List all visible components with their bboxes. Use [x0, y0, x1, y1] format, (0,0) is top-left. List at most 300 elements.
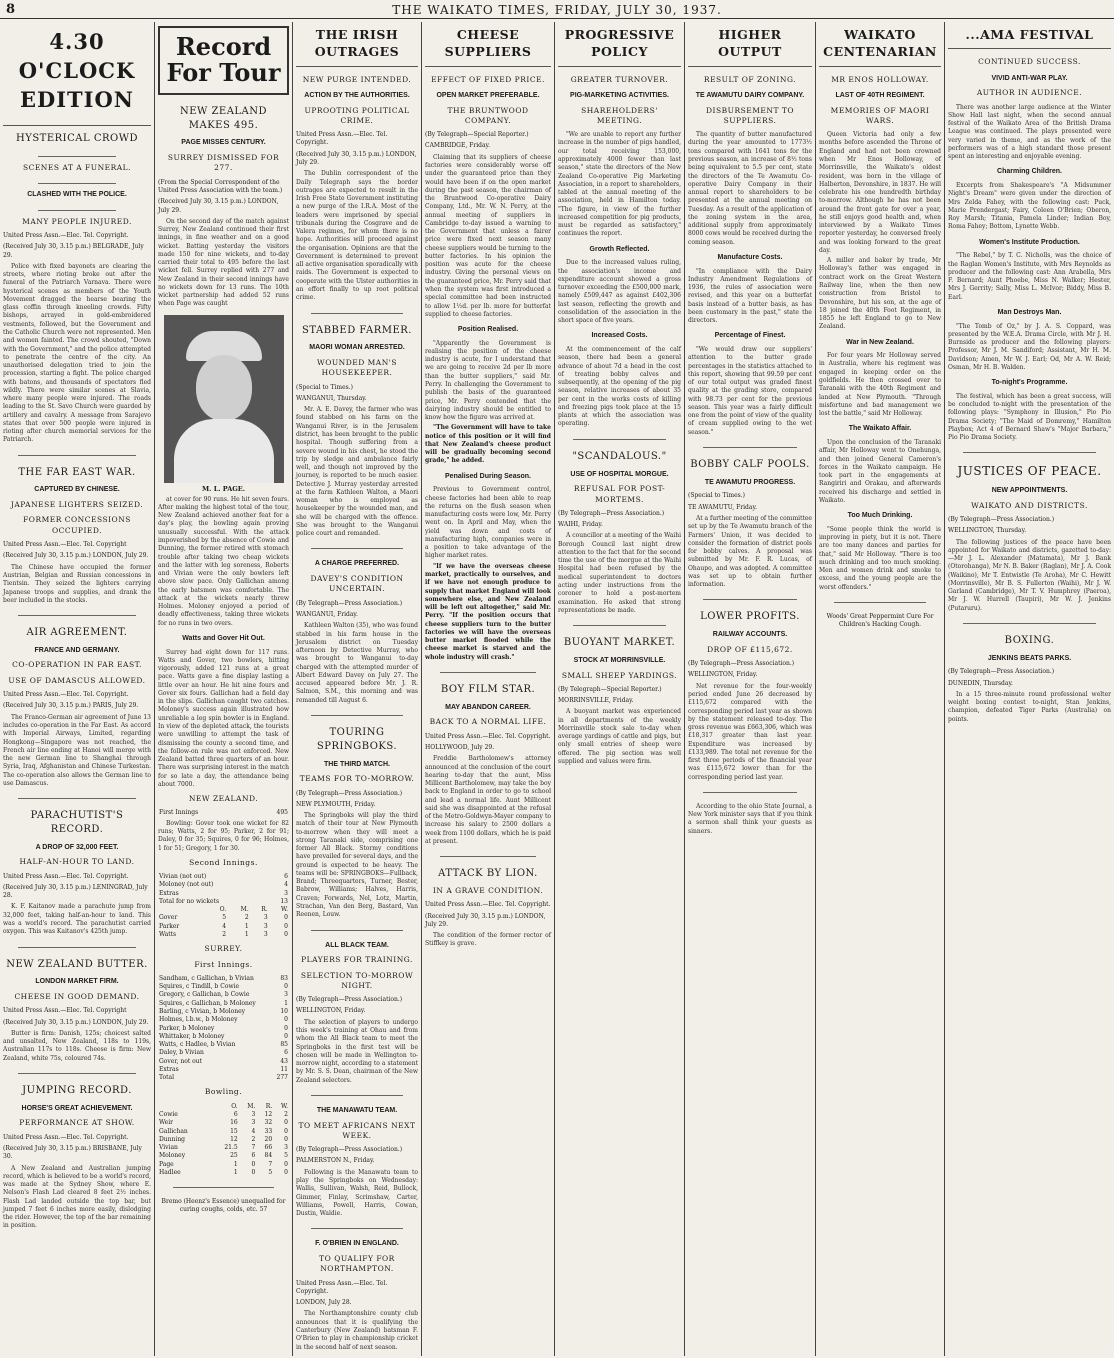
innings-label: First Innings [159, 809, 199, 817]
batsman-entry: Total for no wickets [159, 897, 220, 905]
dateline: DUNEDIN, Thursday. [948, 679, 1013, 687]
subhead: MR ENOS HOLLOWAY. [831, 74, 929, 84]
bowling-row [158, 1136, 289, 1144]
runs-value: 3 [284, 889, 288, 897]
dateline: WELLINGTON, Thursday. [948, 527, 1027, 535]
column-3 [293, 22, 421, 1354]
batsman-entry: Gover, not out [159, 1057, 203, 1065]
subhead: EFFECT OF FIXED PRICE. [431, 74, 545, 84]
article-body: A miller and baker by trade, Mr Holloway's father was engaged in contract work on the Great Western Railway line, when the then new construction from Bristol to Devonshire, but his son, at the age of 18 joined the 40th Foot Regiment, in 1855 he left England to go to New Zealand. [819, 257, 941, 331]
bowling-row [158, 923, 289, 931]
column-1 [0, 22, 154, 1354]
byline: (By Telegraph—Press Association.) [558, 509, 665, 517]
subhead: NEW PURGE INTENDED. [302, 74, 412, 84]
runs-value: 7 [268, 1160, 273, 1168]
byline: United Press Assn.—Elec. Tel. Copyright [3, 1007, 127, 1015]
article-body: The Springboks will play the third match of their tour at New Plymouth to-morrow when they will meet a strong Taranaki side, comprising one former All Black. Stormy conditions have prevailed for several days, and the ground is expected to be heavy. The teams will be: SPRINGBOKS—Fullback, Brand; Threequarters, Turner, Bester, Babrow, Williams; Halves, Harris, Craven; Forwards, Nel, Lotz, Martin, Strachan, Van den Berg, Bastard, Van Reenen, Louw. [296, 812, 418, 919]
headline: ALL BLACK TEAM. [325, 941, 389, 949]
stat-column-head: R. [261, 906, 268, 914]
intro: (From the Special Correspondent of the United Press Association with the team.) [158, 178, 283, 194]
byline: (By Telegraph—Special Reporter.) [558, 685, 662, 693]
scorecard-table [158, 873, 289, 906]
article-body: "We would draw our suppliers' attention to the butter grade percentages in the statistics attached to this report, showing that 99.59 per cent of our total output was graded finest quality at the grading store, compared with 98.73 per cent for the previous season. This year was a fairly difficult one from the point of view of the quality of cream supplied owing to the wet season." [688, 346, 812, 436]
maidens-value: 2 [251, 1135, 256, 1143]
subhead: CLASHED WITH THE POLICE. [27, 191, 127, 199]
runs-value: 11 [280, 1065, 288, 1073]
headline: PROGRESSIVE POLICY [558, 26, 681, 67]
divider [703, 599, 797, 600]
article-body: The Chinese have occupied the former Austrian, Belgian and Russian concessions in Tientsin. They seized the lighters carrying Japanese troops and supplies, and drank the beer included in the stocks. [3, 563, 151, 604]
article-body: Previous to Government control, cheese factories had been able to reap the returns on the flush season when manufacturing costs were low, Mr. Perry went on. In April and May, when the yield was down and costs of manufacturing high, companies were in a position to take advantage of the higher market rates. [425, 486, 551, 560]
subhead: TO MEET AFRICANS NEXT WEEK. [298, 1120, 416, 1140]
byline: United Press Assn.—Elec. Tel. Copyright. [3, 1133, 129, 1141]
bowling-head: Bowling. [204, 1087, 243, 1097]
divider [440, 672, 536, 673]
runs-value: 5 [268, 1168, 273, 1176]
runs-value: 6 [284, 1049, 288, 1057]
subhead: REFUSAL FOR POST-MORTEMS. [573, 484, 666, 504]
subhead: To-night's Programme. [991, 379, 1068, 387]
runs-value: 277 [276, 1074, 288, 1082]
bowling-row [158, 1119, 289, 1127]
dateline: (Received July 30, 3.15 p.m.) LONDON, July 29. [3, 552, 149, 560]
bowler-column-head [158, 1103, 212, 1111]
batsman-entry: Sandham, c Gallichan, b Vivian [159, 974, 254, 982]
bowling-row [158, 1111, 289, 1119]
batsman-entry: Total [159, 1074, 175, 1082]
subhead: MANY PEOPLE INJURED. [22, 216, 132, 226]
runs-value: 13 [280, 897, 288, 905]
subhead: JENKINS BEATS PARKS. [987, 654, 1072, 662]
subhead: PLAYERS FOR TRAINING. [301, 955, 413, 965]
advertisement: Woods' Great Peppermint Cure For Children's Hacking Cough. [826, 612, 934, 629]
subhead: IN A GRAVE CONDITION. [432, 885, 544, 895]
maidens-value: 3 [251, 1119, 256, 1127]
bowler-column-head [158, 906, 208, 914]
subhead: TE AWAMUTU PROGRESS. [704, 478, 796, 486]
subhead: SURREY DISMISSED FOR 277. [167, 153, 280, 173]
subhead: WAIKATO AND DISTRICTS. [971, 500, 1088, 510]
byline: (Special to Times.) [296, 383, 353, 391]
dateline: WELLINGTON, Friday. [688, 671, 758, 679]
subhead: SMALL SHEEP YARDINGS. [561, 670, 678, 680]
wickets-value: 0 [284, 914, 288, 922]
overs-value: 16 [230, 1119, 238, 1127]
divider [173, 1187, 274, 1188]
dateline: WAIHI, Friday. [558, 521, 603, 529]
byline: United Press Assn.—Elec. Tel. Copyright. [3, 232, 129, 240]
headline: STABBED FARMER. [302, 324, 412, 336]
pull-quote: "The Government will have to take notice of this position or it will find that New Zealand's cheese product will be gradually becoming second grade," he added. [425, 424, 551, 465]
headline: LOWER PROFITS. [700, 611, 800, 623]
byline: (Special to Times.) [688, 492, 745, 500]
subhead: OPEN MARKET PREFERABLE. [436, 91, 540, 99]
subhead: PAGE MISSES CENTURY. [181, 139, 266, 147]
subhead: Position Realised. [457, 326, 519, 334]
byline: (By Telegraph—Press Association.) [948, 668, 1055, 676]
article-body: At a further meeting of the committee set up by the Te Awamutu branch of the Farmers' Union, it was decided to consider the formation of district pools for bobby calves. A proposal was submitted by Mr. F. R. Lucas, of Ohaupo, and was adopted. A committee was set up to obtain further information. [688, 514, 812, 589]
edition-banner: 4.30 O'CLOCK EDITION [18, 29, 136, 112]
score-row [158, 1066, 289, 1074]
bowler-name: Dunning [159, 1135, 186, 1143]
subhead: TO QUALIFY FOR NORTHAMPTON. [319, 1254, 395, 1274]
overs-value: 4 [222, 922, 227, 930]
article-body: The selection of players to undergo this week's training at Ohau and from whom the All Black team to meet the Springboks in the first test will be chosen will be made in Wellington to-morrow night, according to a statement by Mr. S. S. Dean, chairman of the New Zealand selectors. [296, 1018, 418, 1084]
subhead: Percentage of Finest. [714, 332, 786, 340]
divider [18, 1073, 136, 1074]
portrait-photo [164, 315, 284, 483]
article-body: In a 15 three-minute round professional welter weight boxing contest to-night, Stan Jenkins, champion, defeated Tiger Parks (Australia) on points. [948, 690, 1111, 723]
article-body: The Northamptonshire county club announces that it is qualifying the Canterbury (New Zealand) batsman F. O'Brien to play in championship cricket in the second half of next season. [296, 1310, 418, 1351]
batsman-entry: Extras [159, 889, 179, 897]
subhead: SHAREHOLDERS' MEETING. [581, 105, 658, 125]
runs-value: 32 [264, 1119, 273, 1127]
bowler-name: Parker [159, 922, 180, 930]
column-7 [816, 22, 944, 1354]
page-number: 8 [6, 2, 17, 17]
byline: United Press Assn.—Elec. Tel. Copyright. [425, 901, 551, 909]
headline: THE MANAWATU TEAM. [316, 1106, 398, 1114]
divider [963, 623, 1096, 624]
maidens-value: 7 [251, 1144, 256, 1152]
subhead: Increased Costs. [591, 332, 648, 340]
batsman-entry: Barling, c Vivian, b Moloney [159, 1007, 246, 1015]
score-row [158, 983, 289, 991]
overs-value: 21.5 [224, 1144, 238, 1152]
article-body: The festival, which has been a great success, will be concluded to-night with the presentation of the following plays: "Symphony in Illusion," Pio Pio Drama Society; "The Maid of Domremy," Hamilton Playbox; Act 4 of Bernard Shaw's "Major Barbara," Pio Pio Drama Society. [948, 392, 1111, 442]
subhead: DAVEY'S CONDITION UNCERTAIN. [310, 574, 404, 594]
subhead: Women's Institute Production. [979, 238, 1080, 246]
bowling-row [158, 1169, 289, 1177]
article-body: "In compliance with the Dairy Industry Amendment Regulations of 1936, the rules of association were revised, and this year on a butterfat basis instead of a butter basis, as has been customary in the past," state the directors. [688, 267, 812, 325]
advertisement: Bremo (Heenz's Essence) unequalled for curing coughs, colds, etc. 57 [161, 1198, 286, 1214]
overs-value: 2 [222, 930, 227, 938]
subhead: HALF-AN-HOUR TO LAND. [19, 857, 135, 867]
runs-value: 0 [284, 1032, 288, 1040]
subhead: AUTHOR IN AUDIENCE. [976, 88, 1083, 98]
article-body: "We are unable to report any further increase in the number of pigs handled, our total receiving 153,000, approximately 4000 fewer than last season," state the directors of the New Zealand Co-operative Pig Marketing Association, in a report to shareholders, tabled at the annual meeting of the association, held in Hamilton today. "The figure, in view of the further increased competition for pig products, must be regarded as satisfactory," continues the report. [558, 131, 681, 238]
scorecard-table [158, 975, 289, 1082]
byline: United Press Assn.—Elec. Tel. Copyright. [296, 131, 388, 147]
divider [311, 548, 403, 549]
article-body: Following is the Manawatu team to play the Springboks on Wednesday: Wallis, Sullivan, Walsh, Reid, Bullock, Gimmer, Finlay, Scrimshaw, Carter, Williams, Powell, Harris, Cowan, Dustin, Waldie. [296, 1168, 418, 1218]
article-body: The Franco-German air agreement of June 13 includes co-operation in the Far East. As accord with Imperial Airways, Limited, regarding Hongkong—Singapore was not reached, the French air line ending at Hanoi will merge with the new German line to Shanghai through Syria, Iraq, Afghanistan and Chinese Turkestan. The co-operation also allows the German line to use Damascus. [3, 713, 151, 787]
subhead: STOCK AT MORRINSVILLE. [573, 656, 666, 664]
byline: (By Telegraph—Press Association.) [296, 789, 403, 797]
score-row [158, 1058, 289, 1066]
article-body: At the commencement of the calf season, there had been a general advance of about 7d a head in the cost of treating bobby calves and subsequently, at the opening of the pig season, relative increases of about 35 per cent in the works costs of killing and freezing pigs took place at the 15 plants at which the association was operating. [558, 346, 681, 428]
dateline: (Received July 30, 3.15 p.m.) LONDON, July 29. [425, 912, 546, 928]
byline: United Press Assn.—Elec. Tel. Copyright. [425, 732, 551, 740]
subhead: ACTION BY THE AUTHORITIES. [304, 91, 410, 99]
photo-caption: M. L. PAGE. [201, 484, 246, 493]
bowler-name: Page [159, 1160, 174, 1168]
article-body: A New Zealand and Australian jumping record, which is believed to be a world's record, was made at the Sydney Show, where E. Nelson's Flash Lad cleared 8 feet 2½ inches. Flash Lad landed outside the top bar, but jumped 7 feet 6 inches more easily, dislodging the rider. However, the top of the bar remaining in position. [3, 1164, 151, 1230]
dateline: MORRINSVILLE, Friday. [558, 697, 634, 705]
stat-column-head: R. [265, 1102, 273, 1110]
divider [38, 183, 116, 184]
divider [38, 156, 116, 157]
divider [18, 947, 136, 948]
runs-value: 84 [264, 1152, 273, 1160]
score-row [158, 1049, 289, 1057]
divider [18, 455, 136, 456]
subhead: THE BRUNTWOOD COMPANY. [447, 105, 529, 125]
divider [311, 930, 403, 931]
subhead: HORSE'S GREAT ACHIEVEMENT. [21, 1104, 133, 1112]
score-row [158, 1033, 289, 1041]
stat-column-head: W. [280, 906, 288, 914]
runs-value: 20 [264, 1135, 273, 1143]
dateline: (Received July 30, 3.15 p.m.) LONDON, July 29. [3, 1018, 149, 1026]
subhead: LONDON MARKET FIRM. [35, 978, 119, 986]
subhead: TEAMS FOR TO-MORROW. [299, 774, 415, 784]
maidens-value: 6 [251, 1152, 256, 1160]
maidens-value: 1 [244, 930, 249, 938]
bowling-table [158, 906, 289, 939]
bowler-name: Vivian [159, 1144, 178, 1152]
article-body: Net revenue for the four-weekly period ended June 26 decreased by £115,672 compared with the corresponding period last year as shown by the statement released to-day. The gross revenue was £663,306, which was £18,317 greater than last year. Expenditure was increased by £133,989. The total net revenue for the first three periods of the financial year was £115,672 lower than for the corresponding period last year. [688, 682, 812, 781]
article-body: For four years Mr Holloway served in Australia, where his regiment was engaged in keeping order on the goldfields. He then crossed over to Taranaki with the 40th Regiment and landed at New Plymouth. "Through misfortune and bad management we lost the battle," said Mr Holloway. [819, 352, 941, 418]
headline: JUSTICES OF PEACE. [957, 464, 1102, 479]
subhead: JAPANESE LIGHTERS SEIZED. [10, 500, 144, 510]
dateline: (Received July 30, 3.15 p.m.) BRISBANE, July 30. [3, 1145, 142, 1161]
subhead: NEW APPOINTMENTS. [991, 487, 1068, 494]
subhead: PIG-MARKETING ACTIVITIES. [570, 91, 669, 99]
wickets-value: 2 [284, 1110, 288, 1118]
byline: (By Telegraph—Press Association.) [688, 660, 795, 668]
byline: United Press Assn.—Elec. Tel. Copyright. [296, 1279, 388, 1295]
wickets-value: 3 [284, 1144, 288, 1152]
stat-column-head: O. [231, 1102, 238, 1110]
wickets-value: 0 [284, 1119, 288, 1127]
wickets-value: 0 [284, 922, 288, 930]
bowling-header-row [158, 1103, 289, 1111]
divider [18, 798, 136, 799]
dateline: NEW PLYMOUTH, Friday. [296, 800, 376, 808]
top-rule [0, 18, 1114, 19]
score-row [158, 898, 289, 906]
score-row [158, 873, 289, 881]
runs-value: 83 [280, 974, 288, 982]
bowling-row [158, 1161, 289, 1169]
article-body: "Some people think the world is improving in piety, but it is not. There are too many dances and parties for that," said Mr Holloway. "There is too much drinking and too much smoking. Men and women drink and smoke to excess, and the young people are the worst offenders." [819, 525, 941, 591]
score-row [158, 890, 289, 898]
article-body: Butter is firm: Danish, 125s; choicest salted and unsalted, New Zealand, 118s to 119s, Australian 117s to 118s. Cheese is firm: New Zealand, white 75s, coloured 74s. [3, 1029, 151, 1062]
face-shape [196, 355, 252, 421]
subhead: Manufacture Costs. [717, 253, 783, 261]
byline: United Press Assn.—Elec. Tel. Copyright. [3, 691, 129, 699]
scorecard-total [158, 809, 289, 817]
article-body: On the second day of the match against Surrey, New Zealand continued their first innings, in fine weather and on a good wicket. Batting yesterday the visitors made 150 for nine wickets, and to-day carried their total to 495 before the last wicket fell. Surrey replied with 277 and New Zealand in their second innings have no wickets down for 13 runs. The 10th wicket partnership had added 52 runs when Page was caught [158, 217, 289, 308]
subhead: Man Destroys Man. [997, 308, 1062, 316]
article-body: A councillor at a meeting of the Waihi Borough Council last night drew attention to the fact that for the second time the use of the morgue at the Waihi Hospital had been refused by the medical superintendent to doctors acting under instructions from the coroner to hold a post-mortem examination. He asked that strong representations be made. [558, 532, 681, 614]
column-8 [945, 22, 1114, 1354]
overs-value: 25 [230, 1152, 238, 1160]
headline: BUOYANT MARKET. [563, 637, 676, 649]
subhead: CAPTURED BY CHINESE. [34, 486, 120, 494]
headline: WAIKATO CENTENARIAN [819, 26, 941, 67]
scorecard-head: SURREY. [204, 944, 243, 954]
bowling-row [158, 1144, 289, 1152]
batsman-entry: Watts, c Hadlee, b Vivian [159, 1041, 236, 1049]
subhead: DROP OF £115,672. [707, 644, 793, 654]
subhead: The Waikato Affair. [848, 425, 912, 433]
bowling-row [158, 1152, 289, 1160]
subhead: RAILWAY ACCOUNTS. [712, 631, 788, 639]
innings-label: Second Innings. [189, 857, 258, 867]
byline: (By Telegraph—Special Reporter.) [425, 131, 529, 139]
byline: (By Telegraph—Press Association.) [948, 516, 1055, 523]
subhead: Penalised During Season. [445, 472, 531, 480]
runs-value: 3 [263, 930, 268, 938]
score-row [158, 881, 289, 889]
newspaper-heading: THE WAIKATO TIMES, FRIDAY, JULY 30, 1937. [392, 3, 722, 17]
headline: CHEESE SUPPLIERS [425, 26, 551, 67]
runs-value: 1 [284, 999, 288, 1007]
batsman-entry: Daley, b Vivian [159, 1049, 204, 1057]
subhead: Too Much Drinking. [847, 512, 913, 520]
maidens-value: 0 [251, 1168, 256, 1176]
article-body: Mr. A. E. Davey, the farmer who was found stabbed on his farm on the Wanganui River, is in the Jerusalem district, has been brought to the public hospital. Though suffering from a severe wound in his chest, he stood the trip by sledge and ambulance fairly well, and though not improved by the journey, is reported to be much easier. Detective J. Murray yesterday arrested at the farm Kathleen Walton, a Maori woman who is employed as housekeeper by the wounded man, and she will be charged with the offence. She was brought to the Wanganui police court and remanded. [296, 406, 418, 538]
headline: "SCANDALOUS." [572, 450, 667, 462]
bowler-name: Watts [159, 930, 177, 938]
bowling-summary: Bowling: Gover took one wicket for 82 runs; Watts, 2 for 95; Parker, 2 for 91; Daley, 0 for 35; Squires, 0 for 96; Holmes, 1 for 51; Gregory, 1 for 30. [158, 819, 289, 852]
runs-value: 43 [280, 1057, 288, 1065]
bowling-row [158, 931, 289, 939]
subhead: Growth Reflected. [589, 245, 650, 253]
batsman-entry: Vivian (not out) [159, 873, 207, 881]
bowler-name: Cowie [159, 1110, 178, 1118]
article-body: The quantity of butter manufactured during the year amounted to 1773½ tons compared with 1641 tons for the previous season, an increase of 8½ tons being equivalent to 5.5 per cent, state the directors of the Te Awamutu Co-operative Dairy Company in their annual report to shareholders to be presented at the annual meeting on Tuesday. As a result of the application of the zoning system in the area, additional supply from approximately 8000 cows would be received during the coming season. [688, 131, 812, 246]
headline: F. O'BRIEN IN ENGLAND. [315, 1240, 399, 1248]
dateline: WELLINGTON, Friday. [296, 1007, 366, 1015]
bowler-name: Hadlee [159, 1168, 181, 1176]
divider [573, 625, 666, 626]
headline: TOURING SPRINGBOKS. [316, 726, 398, 752]
byline: (By Telegraph—Press Association.) [296, 996, 403, 1004]
divider [703, 447, 797, 448]
headline: BOXING. [1004, 634, 1055, 646]
bowling-header-row [158, 906, 289, 914]
headline: A CHARGE PREFERRED. [314, 560, 400, 568]
headline: THE FAR EAST WAR. [18, 466, 136, 478]
divider [311, 1095, 403, 1096]
divider [18, 615, 136, 616]
subhead: UPROOTING POLITICAL CRIME. [304, 105, 410, 125]
batsman-entry: Parker, b Moloney [159, 1024, 215, 1032]
headline: HIGHER OUTPUT [688, 26, 812, 67]
subhead: A DROP OF 32,000 FEET. [35, 843, 119, 851]
subhead: THE THIRD MATCH. [324, 760, 390, 768]
headline: NEW ZEALAND BUTTER. [6, 958, 148, 970]
subhead: SCENES AT A FUNERAL. [22, 162, 132, 172]
byline: (By Telegraph—Press Association.) [296, 599, 403, 607]
article-body: The Dublin correspondent of the Daily Telegraph says the border outrages are expected to result in the Irish Free State Government instituting a new purge of the I.R.A. Most of the leaders were imprisoned by special tribunals during the Cosgrave and de Valera regimes, for whom there is no hope. Authorities will proceed against the organisation. Opinions are that the Government is determined to prevent all active organisation sporadically with raids. The Government is expected to cooperate with the Ulster authorities in an effort finally to up root political crime. [296, 170, 418, 302]
overs-value: 15 [230, 1127, 238, 1135]
byline: United Press Assn.—Elec. Tel. Copyright. [3, 872, 129, 880]
divider [311, 1228, 403, 1229]
batsman-entry: Holmes, l.b.w., b Moloney [159, 1016, 238, 1024]
bowling-row [158, 914, 289, 922]
bowler-name: Gallichan [159, 1127, 188, 1135]
article-body: at cover for 90 runs. He hit seven fours. After making the highest total of the tour, New Zealand achieved another feat for a day's play, the bowling again proving unusually successful. With the attack impoverished by the absence of Cowie and Dunning, the former retired with stomach trouble after taking two cheap wickets and the latter with leg soreness, Roberts and Vivian were the only bowlers left above slow pace. Only Gallichan among the early batsmen was comfortable. The attack at the wickets nearly threw Holmes. Moloney enjoyed a period of deadly effectiveness, taking three wickets for no runs in two overs. [158, 495, 289, 627]
wickets-value: 0 [284, 1135, 288, 1143]
headline: AIR AGREEMENT. [26, 627, 128, 639]
subhead: Charming Children. [997, 168, 1062, 176]
subhead: NEW ZEALAND MAKES 495. [179, 105, 268, 131]
article-body: Kathleen Walton (35), who was found stabbed in his farm house in the Jerusalem district on Tuesday afternoon by Detective Murray, who was brought to Wanganui to-day charged with the attempted murder of Albert Edward Davey on July 27. The accused appeared before Mr. J. R. Salmon, S.M., this morning and was remanded till August 6. [296, 622, 418, 704]
column-2 [155, 22, 292, 1354]
headline: BOY FILM STAR. [440, 683, 536, 695]
dateline: WANGANUI, Friday. [296, 611, 358, 619]
maidens-value: 0 [251, 1160, 256, 1168]
subhead: RESULT OF ZONING. [703, 74, 797, 84]
article-body: "The Tomb of Oz," by J. A. S. Coppard, was presented by the W.E.A. Drama Circle, with Mr J. H. Burnside as producer and the following players: Professor, Mr J. M. Sandiford; Assistant, Mr H. M. Davidson; Amen, Mr W. J. Earl; Od, Mr A. W. Reid; Osman, Mr H. B. Walden. [948, 322, 1111, 371]
runs-value: 3 [263, 922, 268, 930]
bowling-table [158, 1103, 289, 1177]
headline: HYSTERICAL CROWD [3, 125, 151, 146]
subhead: USE OF DAMASCUS ALLOWED. [8, 675, 146, 685]
divider [703, 792, 797, 793]
dateline: WANGANUI, Thursday. [296, 394, 367, 402]
article-body: Excerpts from Shakespeare's "A Midsummer Night's Dream" were given under the direction of Mrs Zelda Fahey, with the following cast: Puck, Marie Prendergast; Fairy, Coleen O'Brien; Oberon, Roy Marsh; Titania, Pamela Linder; Indian Boy, Roma Fahey; Bottom, Lynette Webb. [948, 182, 1111, 231]
headline: JUMPING RECORD. [22, 1084, 132, 1096]
article-body: There was another large audience at the Winter Show Hall last night, when the second annual festival of the Waikato Area of the British Drama League was continued. The plays presented were very varied in theme, and as the work of the performers was of a high standard those present spent an interesting and enjoyable evening. [948, 103, 1111, 161]
headline: ...AMA FESTIVAL [948, 26, 1111, 49]
score-row [158, 1041, 289, 1049]
overs-value: 1 [233, 1168, 238, 1176]
dateline: TE AWAMUTU, Friday. [688, 503, 757, 511]
maidens-value: 3 [251, 1110, 256, 1118]
score-row [158, 975, 289, 983]
article-body: "Apparently the Government is realising the position of the cheese industry is acute, for I understand that we are going to receive 2d per lb more than the butter suppliers," said Mr. Perry. In challenging the Government to publish the basis of the guaranteed price, Mr. Perry contended that the dairying industry should be entitled to know how the figure was arrived at. [425, 339, 551, 422]
column-6 [685, 22, 815, 1354]
wickets-value: 5 [284, 1152, 288, 1160]
wickets-value: 0 [284, 1127, 288, 1135]
dateline: CAMBRIDGE, Friday. [425, 142, 491, 150]
wickets-value: 0 [284, 1160, 288, 1168]
runs-value: 0 [284, 983, 288, 991]
divider [38, 210, 116, 211]
overs-value: 1 [233, 1160, 238, 1168]
overs-value: 12 [230, 1135, 238, 1143]
overs-value: 6 [233, 1110, 238, 1118]
batsman-entry: Extras [159, 1065, 179, 1073]
innings-label: First Innings. [194, 959, 253, 969]
runs-value: 0 [284, 1016, 288, 1024]
pull-quote: "If we have the overseas cheese market, practically to ourselves, and if we have not enough produce to supply that market England will look somewhere else, and New Zealand will be left out altogether," said Mr. Perry. "If the position occurs that cheese suppliers turn to the butter factories we will have the overseas butter market flooded while the cheese market is starved and the whole industry will crash." [425, 562, 551, 661]
subhead: WOUNDED MAN'S HOUSEKEEPER. [317, 357, 397, 378]
headline: THE IRISH OUTRAGES [296, 26, 418, 67]
article-body: Surrey had eight down for 117 runs. Watts and Gover, two bowlers, hitting vigorously, added 121 runs at a great pace. Watts gave a fine display lasting a little over an hour. He hit nine fours and Gover six fours. Gallichan had a field day in the slips. Gallichan caught two catches. Moloney's success again illustrated how unreliable a leg spin bowler is in England. In view of the depleted attack, the tourists were unwilling to attempt the task of dismissing the county a second time, and the follow-on rule was not enforced. New Zealand batted three quarters of an hour. There was surprising interest in the match for so late a day, the attendance being about 7000. [158, 648, 289, 788]
maidens-value: 2 [244, 914, 249, 922]
divider [834, 602, 926, 603]
bowler-name: Moloney [159, 1152, 186, 1160]
subhead: FRANCE AND GERMANY. [34, 646, 120, 654]
subhead: LAST OF 40TH REGIMENT. [835, 91, 925, 99]
subhead: USE OF HOSPITAL MORGUE. [570, 470, 669, 478]
shoulders-shape [174, 419, 274, 483]
runs-value: 10 [280, 1007, 288, 1015]
subhead: PERFORMANCE AT SHOW. [19, 1118, 135, 1128]
article-body: A buoyant market was experienced in all departments of the weekly Morrinsville stock sale to-day when average yardings of cattle and pigs, but only small entries of sheep were offered. The pig section was well supplied and values were firm. [558, 708, 681, 765]
runs-value: 0 [284, 1024, 288, 1032]
dateline: (Received July 30, 3.15 p.m.) LENINGRAD, July 28. [3, 883, 148, 900]
scorecard-head: NEW ZEALAND. [188, 794, 259, 804]
wickets-value: 0 [284, 1168, 288, 1176]
subhead: CONTINUED SUCCESS. [978, 57, 1081, 67]
